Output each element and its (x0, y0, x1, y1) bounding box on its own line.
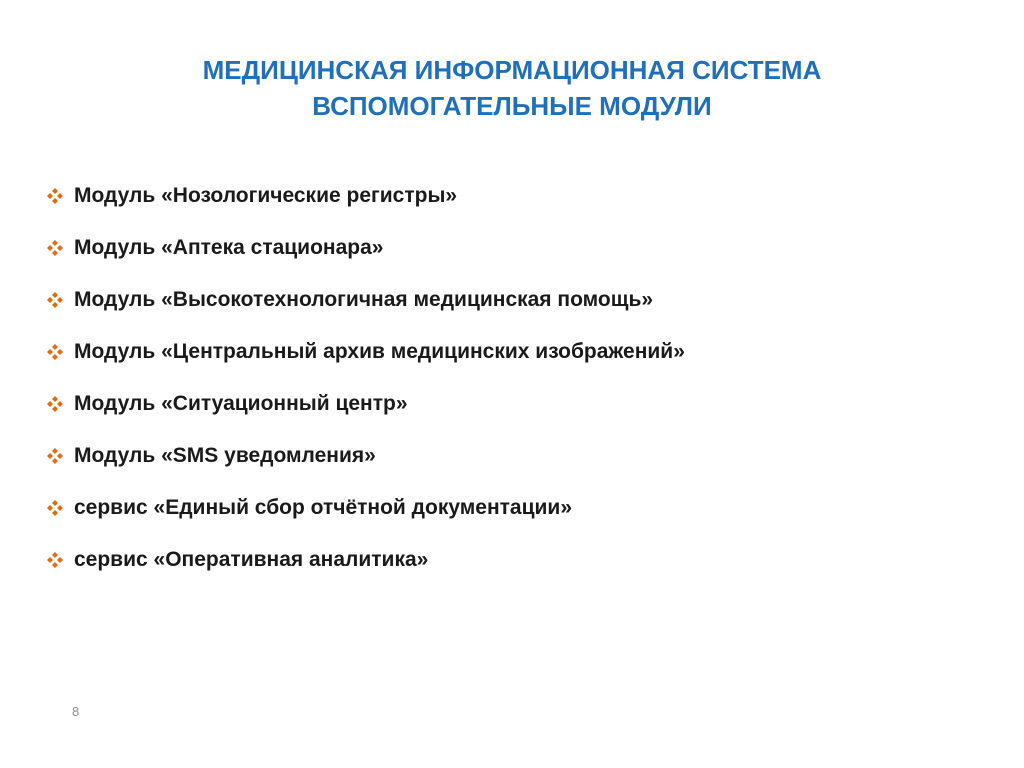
four-diamond-bullet-icon (46, 395, 64, 413)
slide-title-line-2: ВСПОМОГАТЕЛЬНЫЕ МОДУЛИ (312, 91, 712, 121)
list-item (46, 378, 685, 430)
page-number: 8 (72, 704, 80, 719)
list-item-text: Модуль «Центральный архив медицинских изображений» (74, 340, 685, 363)
list-item (46, 326, 685, 378)
four-diamond-bullet-icon (46, 239, 64, 257)
list-item (46, 534, 685, 586)
four-diamond-bullet-icon (46, 551, 64, 569)
four-diamond-bullet-icon (46, 499, 64, 517)
list-item-text: сервис «Единый сбор отчётной документации» (74, 496, 573, 519)
list-item (46, 170, 685, 222)
four-diamond-bullet-icon (46, 291, 64, 309)
list-item-text: Модуль «Высокотехнологичная медицинская помощь» (74, 288, 654, 311)
list-item-text: Модуль «Ситуационный центр» (74, 392, 408, 415)
four-diamond-bullet-icon (46, 187, 64, 205)
list-item (46, 430, 685, 482)
list-item (46, 274, 685, 326)
list-item-text: Модуль «SMS уведомления» (74, 444, 376, 467)
list-item-text: Модуль «Аптека стационара» (74, 236, 384, 259)
module-list (46, 170, 685, 586)
list-item (46, 222, 685, 274)
four-diamond-bullet-icon (46, 343, 64, 361)
list-item-text: Модуль «Нозологические регистры» (74, 184, 458, 207)
slide-title-line-1: МЕДИЦИНСКАЯ ИНФОРМАЦИОННАЯ СИСТЕМА (202, 55, 822, 85)
list-item-text: сервис «Оперативная аналитика» (74, 548, 429, 571)
four-diamond-bullet-icon (46, 447, 64, 465)
list-item (46, 482, 685, 534)
slide-title (0, 52, 1024, 124)
